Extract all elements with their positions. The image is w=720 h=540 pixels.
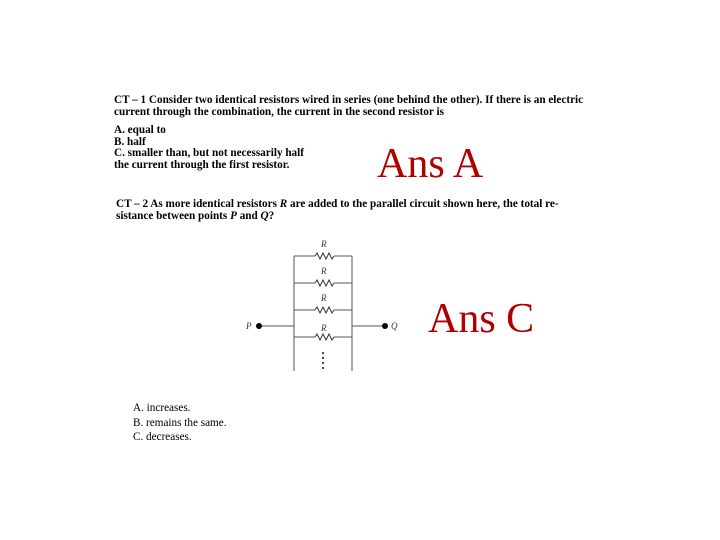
resistor-branch-4 — [294, 323, 352, 340]
answer-2: Ans C — [428, 296, 535, 342]
question-2-option-a: A. increases. — [133, 402, 191, 414]
question-2-stem — [116, 199, 586, 222]
terminal-p — [256, 323, 262, 329]
question-2-option-b: B. remains the same. — [133, 416, 227, 429]
resistor-label-3: R — [321, 293, 327, 303]
terminal-p-label: P — [246, 321, 252, 331]
resistor-label-2: R — [321, 266, 327, 276]
question-2-options — [133, 401, 227, 445]
continuation-dots — [322, 352, 324, 369]
question-1-option-continuation: the current through the first resistor. — [114, 158, 290, 171]
resistor-label-1: R — [321, 239, 327, 249]
question-1-stem: CT – 1 Consider two identical resistors wired in series (one behind the other). If there is an electric current through the combination, the current in the second resistor is — [114, 94, 584, 118]
resistor-branch-2 — [294, 266, 352, 286]
question-2-stem-r: R — [279, 198, 288, 210]
question-2-stem-end: ? — [268, 209, 275, 222]
question-2-stem-part-2: are added to the parallel circuit shown here, the total re-sistance between points — [116, 198, 559, 222]
terminal-q-label: Q — [391, 321, 398, 331]
question-2-stem-p: P — [230, 209, 237, 222]
question-2-option-c: C. decreases. — [133, 431, 192, 443]
parallel-circuit-diagram — [240, 236, 410, 376]
question-1-option-a: A. equal to — [114, 124, 166, 136]
question-2-stem-q: Q — [260, 209, 269, 222]
resistor-branch-1 — [294, 239, 352, 259]
resistor-label-4: R — [321, 323, 327, 333]
question-1-options — [114, 125, 304, 171]
answer-1: Ans A — [377, 141, 484, 187]
question-2-stem-part-1: CT – 2 As more identical resistors — [116, 198, 280, 210]
terminal-q — [382, 323, 388, 329]
question-1-option-c: C. smaller than, but not necessarily half — [114, 147, 304, 160]
question-2-stem-and: and — [236, 209, 261, 222]
resistor-branch-3 — [294, 293, 352, 313]
question-1-option-b: B. half — [114, 135, 146, 148]
